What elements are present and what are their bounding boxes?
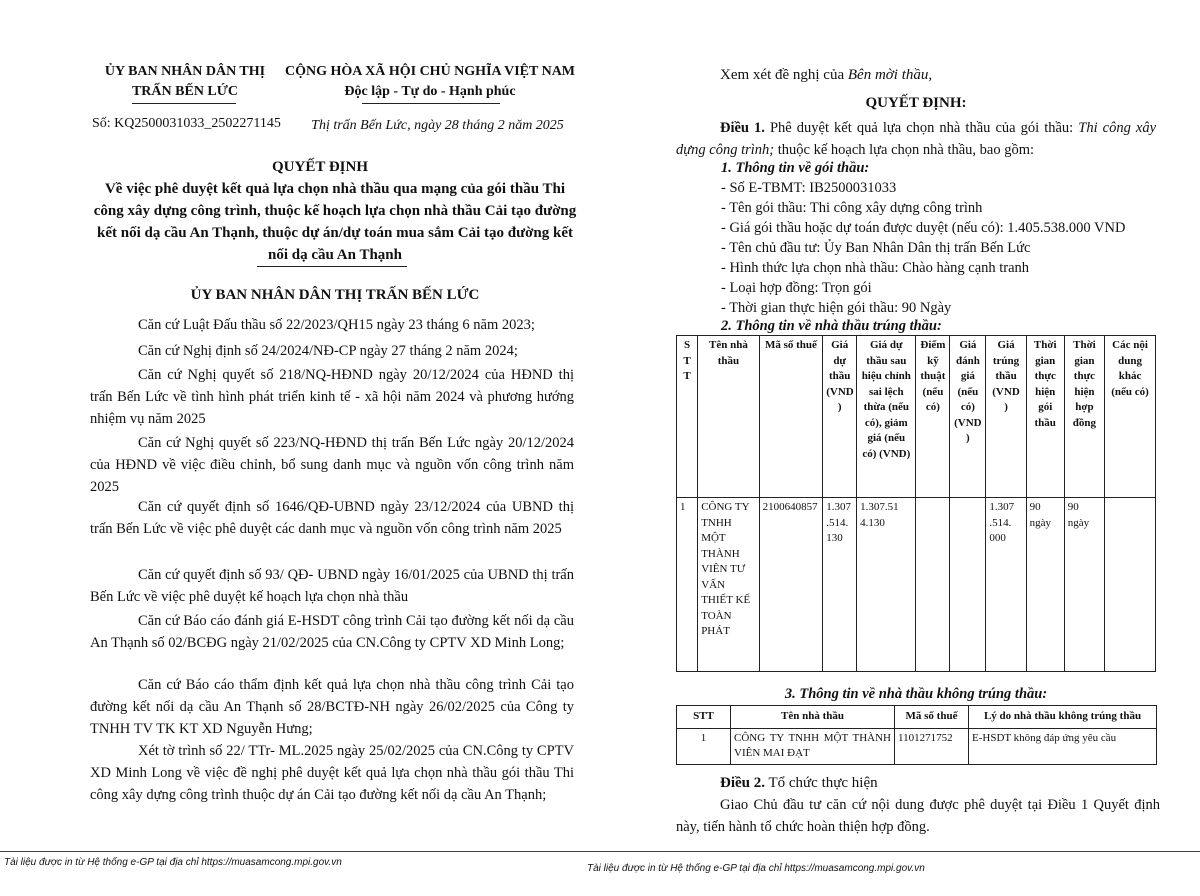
article-1 (676, 117, 1156, 161)
col-header: S T T (677, 336, 698, 498)
col-header: Giá đánh giá (nếu có) (VND ) (950, 336, 986, 498)
article-1-tail: thuộc kế hoạch lựa chọn nhà thầu, bao gồm: (774, 142, 1035, 158)
article-2 (720, 772, 1160, 794)
right-footer-rule (584, 851, 1200, 852)
table-row (677, 498, 1156, 672)
cell-tech-score (916, 498, 950, 672)
package-info-item: - Loại hợp đồng: Trọn gói (721, 280, 872, 296)
basis-4: Căn cứ Nghị quyết số 223/NQ-HĐND thị trấn Bến Lức ngày 20/12/2024 của HĐND về việc điều chỉnh, bổ sung danh mục và nguồn vốn công trình năm 2025 (90, 435, 574, 495)
decision-subject (90, 178, 580, 266)
consider-prefix: Xem xét đề nghị của (720, 67, 848, 83)
col-header: Tên nhà thầu (731, 706, 895, 729)
cell-contract-duration: 90 ngày (1064, 498, 1104, 672)
section-3-title: 3. Thông tin về nhà thầu không trúng thầu: (784, 686, 1048, 702)
package-info-item: - Số E-TBMT: IB2500031033 (721, 180, 897, 196)
col-header: Giá dự thầu sau hiệu chỉnh sai lệch thừa (nếu có), giảm giá (nếu có) (VND) (857, 336, 916, 498)
article-2-text: Tổ chức thực hiện (765, 775, 878, 791)
subject-line: Về việc phê duyệt kết quả lựa chọn nhà thầu qua mạng của gói thầu Thi (104, 181, 566, 197)
article-2-label: Điều 2. (720, 775, 765, 791)
basis-6: Căn cứ quyết định số 93/ QĐ- UBND ngày 16/01/2025 của UBND thị trấn Bến Lức về việc phê duyệt kế hoạch lựa chọn nhà thầu (90, 567, 574, 605)
decision-title: QUYẾT ĐỊNH (272, 159, 368, 175)
basis-7: Căn cứ Báo cáo đánh giá E-HSDT công trình Cải tạo đường kết nối dạ cầu An Thạnh số 02/BCĐG ngày 21/02/2025 của CN.Công ty CPTV XD Minh Long; (90, 613, 574, 651)
left-footer: Tài liệu được in từ Hệ thống e-GP tại địa chỉ https://muasamcong.mpi.gov.vn (4, 857, 342, 868)
nation-line-1: CỘNG HÒA XÃ HỘI CHỦ NGHĨA VIỆT NAM (285, 64, 576, 79)
cell-eval-price (950, 498, 986, 672)
consider-party: Bên mời thầu, (847, 67, 933, 83)
subject-underline (257, 266, 407, 267)
article-1-package: Thi công xây dựng công trình; (676, 120, 1157, 158)
package-info-item: - Giá gói thầu hoặc dự toán được duyệt (nếu có): 1.405.538.000 VND (721, 220, 1126, 236)
article-1-label: Điều 1. (720, 120, 765, 136)
national-header (285, 62, 575, 102)
place-date: Thị trấn Bến Lức, ngày 28 tháng 2 năm 2025 (311, 118, 564, 133)
cell-adjusted-price: 1.307.51 4.130 (857, 498, 916, 672)
subject-line: kết nối dạ cầu An Thạnh, thuộc dự án/dự toán mua sắm Cải tạo đường kết (97, 225, 573, 241)
agency-underline (132, 103, 236, 104)
winner-table (676, 335, 1156, 672)
basis-1: Căn cứ Luật Đấu thầu số 22/2023/QH15 ngày 23 tháng 6 năm 2023; (138, 317, 535, 333)
section-1-title: 1. Thông tin về gói thầu: (721, 160, 870, 176)
nation-underline (362, 103, 500, 104)
col-header: Giá dự thầu (VND ) (823, 336, 857, 498)
package-info-item: - Hình thức lựa chọn nhà thầu: Chào hàng cạnh tranh (721, 260, 1030, 276)
col-header: Mã số thuế (895, 706, 969, 729)
cell-stt: 1 (677, 498, 698, 672)
col-header: Điểm kỹ thuật (nếu có) (916, 336, 950, 498)
cell-contractor-name: CÔNG TY TNHH MỘT THÀNH VIÊN TƯ VẤN THIẾT KẾ TOÀN PHÁT (698, 498, 759, 672)
decides-title: QUYẾT ĐỊNH: (865, 95, 967, 111)
article-2-body: Giao Chủ đầu tư căn cứ nội dung được phê duyệt tại Điều 1 Quyết định này, tiến hành tổ chức hoàn thiện hợp đồng. (676, 797, 1160, 835)
cell-reason: E-HSDT không đáp ứng yêu cầu (969, 728, 1157, 764)
agency-line-2: TRẤN BẾN LỨC (131, 84, 239, 99)
subject-line: nối dạ cầu An Thạnh (268, 247, 402, 263)
basis-5: Căn cứ quyết định số 1646/QĐ-UBND ngày 23/12/2024 của UBND thị trấn Bến Lức về việc phê duyệt các danh mục và nguồn vốn công trình năm 2025 (90, 499, 574, 537)
col-header: Giá trúng thầu (VND ) (986, 336, 1026, 498)
article-1-text: Phê duyệt kết quả lựa chọn nhà thầu của gói thầu: (764, 120, 1079, 136)
right-footer: Tài liệu được in từ Hệ thống e-GP tại địa chỉ https://muasamcong.mpi.gov.vn (587, 863, 925, 874)
loser-header-row (677, 706, 1157, 729)
cell-tax-code: 1101271752 (895, 728, 969, 764)
col-header: Lý do nhà thầu không trúng thầu (969, 706, 1157, 729)
section-2-title: 2. Thông tin về nhà thầu trúng thầu: (721, 318, 942, 334)
consider-line (720, 64, 1190, 86)
table-row (677, 728, 1157, 764)
basis-2: Căn cứ Nghị định số 24/2024/NĐ-CP ngày 27 tháng 2 năm 2024; (138, 343, 518, 359)
authority-title: ỦY BAN NHÂN DÂN THỊ TRẤN BẾN LỨC (190, 287, 480, 303)
cell-bid-price: 1.307 .514. 130 (823, 498, 857, 672)
cell-other (1105, 498, 1156, 672)
cell-stt: 1 (677, 728, 731, 764)
col-header: STT (677, 706, 731, 729)
footer-rule (0, 851, 600, 852)
basis-9: Xét tờ trình số 22/ TTr- ML.2025 ngày 25/02/2025 của CN.Công ty CPTV XD Minh Long về việc đề nghị phê duyệt kết quả lựa chọn nhà thầu gói thầu Thi công xây dựng công trình thuộc dự án Cải tạo đường kết nối dạ cầu An Thạnh; (90, 743, 574, 803)
package-info-item: - Thời gian thực hiện gói thầu: 90 Ngày (721, 300, 952, 316)
cell-package-duration: 90 ngày (1026, 498, 1064, 672)
package-info-item: - Tên chủ đầu tư: Ủy Ban Nhân Dân thị trấn Bến Lức (721, 240, 1031, 256)
package-info-item: - Tên gói thầu: Thi công xây dựng công trình (721, 200, 983, 216)
nation-line-2: Độc lập - Tự do - Hạnh phúc (344, 84, 516, 99)
cell-contractor-name: CÔNG TY TNHH MỘT THÀNH VIÊN MAI ĐẠT (731, 728, 895, 764)
winner-header-row (677, 336, 1156, 498)
col-header: Các nội dung khác (nếu có) (1105, 336, 1156, 498)
col-header: Thời gian thực hiện gói thầu (1026, 336, 1064, 498)
col-header: Mã số thuế (759, 336, 823, 498)
col-header: Thời gian thực hiện hợp đồng (1064, 336, 1104, 498)
cell-tax-code: 2100640857 (759, 498, 823, 672)
basis-3: Căn cứ Nghị quyết số 218/NQ-HĐND ngày 20/12/2024 của HĐND thị trấn Bến Lức về tình hình phát triển kinh tế - xã hội năm 2024 và phương hướng nhiệm vụ năm 2025 (90, 367, 574, 427)
doc-number: Số: KQ2500031033_2502271145 (92, 116, 281, 131)
col-header: Tên nhà thầu (698, 336, 759, 498)
agency-line-1: ỦY BAN NHÂN DÂN THỊ (104, 64, 266, 79)
subject-line: công xây dựng công trình, thuộc kế hoạch lựa chọn nhà thầu Cải tạo đường (93, 203, 577, 219)
cell-award-price: 1.307 .514. 000 (986, 498, 1026, 672)
loser-table (676, 705, 1157, 765)
basis-8: Căn cứ Báo cáo thẩm định kết quả lựa chọn nhà thầu công trình Cải tạo đường kết nối dạ cầu An Thạnh số 28/BCTĐ-NH ngày 26/02/2025 của Công ty TNHH TV TK KT XD Nguyễn Hưng; (90, 677, 574, 737)
agency-header (90, 62, 280, 102)
